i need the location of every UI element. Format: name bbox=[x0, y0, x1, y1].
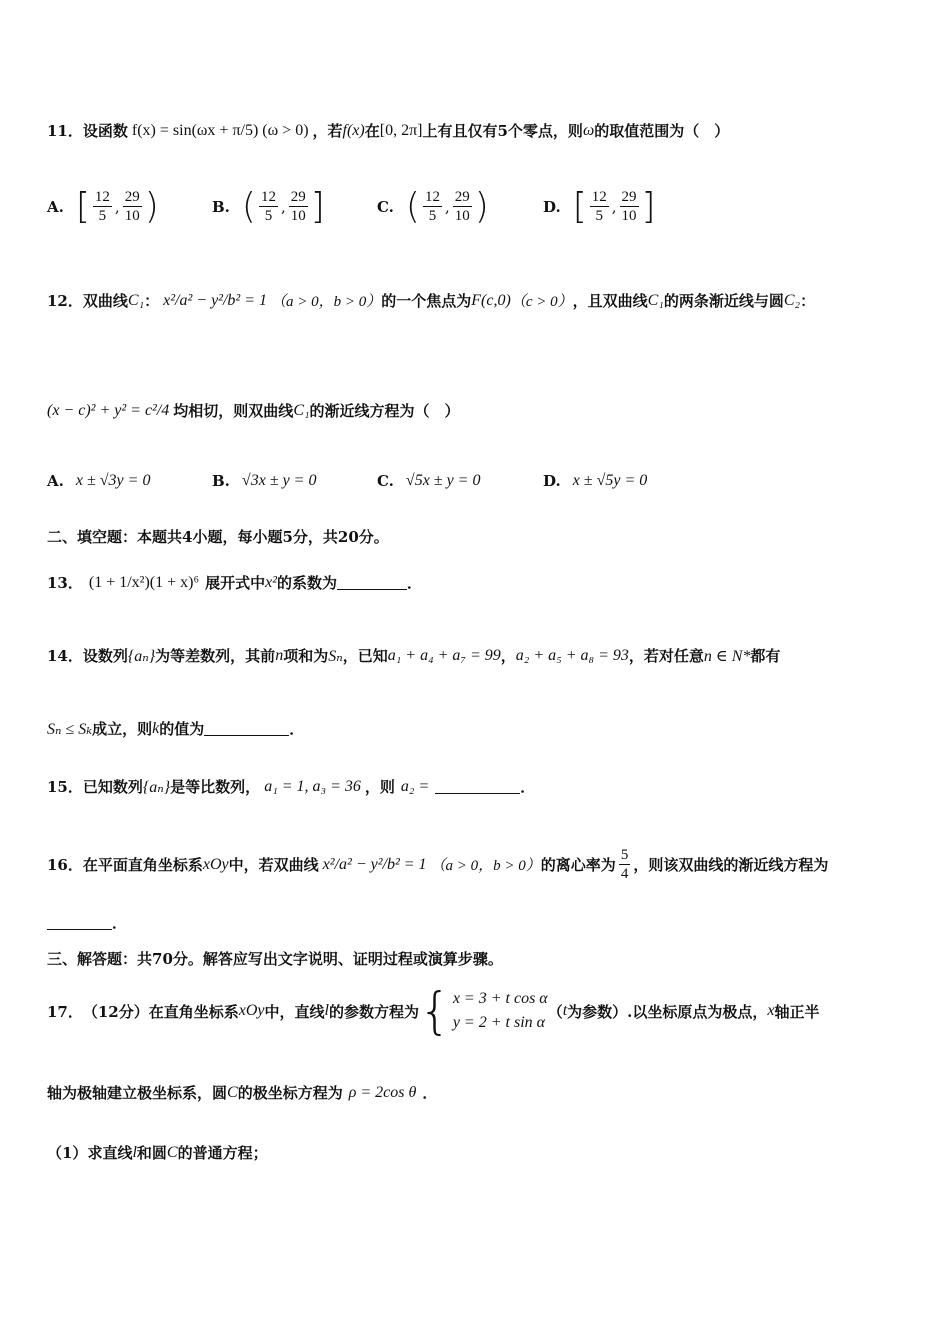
section-2-heading: 二、填空题：本题共4小题，每小题5分，共20分。 bbox=[47, 528, 389, 546]
option-label: C. bbox=[377, 197, 394, 216]
frac-num: 12 bbox=[424, 189, 440, 205]
bracket-right: ) bbox=[144, 185, 159, 227]
q14-text-7: 成立，则 bbox=[92, 720, 153, 738]
q11-number: 11． bbox=[47, 122, 83, 140]
q13-end: ． bbox=[407, 574, 423, 592]
q14-text-3: 项和为 bbox=[283, 647, 329, 665]
q12-hyperbola-eq: x²/a² − y²/b² = 1 bbox=[163, 291, 268, 309]
q12-circle-eq: (x − c)² + y² = c²/4 bbox=[47, 401, 170, 419]
q17-sys-row-1: x = 3 + t cos α bbox=[452, 990, 548, 1007]
q17-part1-text-1: 求直线 bbox=[87, 1144, 133, 1162]
q17-score: （12分） bbox=[82, 1002, 149, 1021]
question-17-part-1 bbox=[47, 1142, 920, 1163]
frac-num: 29 bbox=[124, 189, 140, 205]
q16-text-1: 在平面直角坐标系 bbox=[82, 856, 203, 874]
q13-answer-blank[interactable] bbox=[337, 575, 407, 590]
q15-a2: a₂ = bbox=[400, 777, 430, 795]
frac-den: 10 bbox=[621, 208, 637, 224]
q16-number: 16． bbox=[47, 856, 83, 874]
q12-option-c[interactable] bbox=[377, 472, 480, 490]
q12-text-6: 的渐近线方程为（ ） bbox=[309, 402, 460, 420]
q14-sep: ， bbox=[500, 647, 516, 665]
q12-text-4: 的两条渐近线与圆 bbox=[663, 292, 784, 310]
question-16 bbox=[47, 846, 920, 883]
q13-expression: (1 + 1/x²)(1 + x)⁶ bbox=[88, 573, 200, 591]
q17-text-7: 轴为极轴建立极坐标系，圆 bbox=[47, 1084, 228, 1102]
q11-text-5: 的取值范围为（ ） bbox=[594, 122, 730, 140]
q13-text-1: 展开式中 bbox=[205, 574, 266, 592]
q11-option-d[interactable]: D. [ $\frac{12}{5}$ , $\frac{29}{10}$ ] bbox=[543, 185, 656, 227]
q17-param-system bbox=[419, 982, 548, 1040]
q14-sn: Sₙ bbox=[328, 647, 343, 665]
question-15 bbox=[47, 776, 920, 797]
q11-option-c[interactable]: C. ( $\frac{12}{5}$ , $\frac{29}{10}$ ) bbox=[377, 185, 489, 227]
frac-num: 29 bbox=[290, 189, 306, 205]
q15-text-2: 是等比数列， bbox=[170, 778, 261, 796]
q17-number: 17． bbox=[47, 1002, 83, 1021]
q16-hyperbola-eq: x²/a² − y²/b² = 1 bbox=[322, 855, 427, 873]
q17-polar-eq: ρ = 2cos θ bbox=[348, 1083, 417, 1101]
q14-n: n bbox=[275, 646, 284, 664]
q17-text-1: 在直角坐标系 bbox=[148, 1002, 239, 1021]
q12-c1-c: C₁ bbox=[293, 401, 310, 419]
q17-part1-text-3: 的普通方程； bbox=[177, 1144, 268, 1162]
q17-end: ． bbox=[422, 1084, 438, 1102]
q12-c1: C₁ bbox=[127, 291, 145, 309]
q17-part1-l: l bbox=[132, 1143, 137, 1161]
frac-num: 12 bbox=[260, 189, 276, 205]
bracket-left: ( bbox=[241, 185, 256, 227]
bracket-left: [ bbox=[75, 185, 90, 227]
frac-num: 12 bbox=[94, 189, 110, 205]
q16-e-num: 5 bbox=[620, 847, 629, 863]
q11-option-a[interactable]: A. [ $\frac{12}{5}$ , $\frac{29}{10}$ ) bbox=[47, 185, 159, 227]
q12-text-1: 双曲线 bbox=[82, 292, 128, 310]
q14-text-1: 设数列 bbox=[82, 647, 128, 665]
q13-x2: x² bbox=[265, 573, 277, 591]
question-12-cont bbox=[47, 400, 920, 421]
frac-num: 29 bbox=[621, 189, 637, 205]
q12-option-d[interactable] bbox=[543, 472, 647, 490]
q17-part1-text-2: 和圆 bbox=[136, 1144, 167, 1162]
frac-den: 5 bbox=[428, 208, 437, 224]
q14-number: 14． bbox=[47, 647, 83, 665]
option-label: A. bbox=[47, 197, 64, 216]
option-label: A. bbox=[47, 472, 64, 490]
frac-num: 29 bbox=[454, 189, 470, 205]
q17-x: x bbox=[767, 1002, 775, 1019]
q13-number: 13． bbox=[47, 574, 83, 592]
q12-option-a[interactable] bbox=[47, 472, 150, 490]
q12-option-b[interactable] bbox=[212, 472, 316, 490]
q11-text-1: 设函数 bbox=[82, 122, 128, 140]
q14-text-2: 为等差数列，其前 bbox=[155, 647, 276, 665]
q12-text-5: 均相切，则双曲线 bbox=[173, 402, 294, 420]
q15-answer-blank[interactable] bbox=[435, 779, 520, 794]
q17-text-6: 轴正半 bbox=[774, 1002, 820, 1021]
q11-text-3: 在 bbox=[364, 122, 380, 140]
q11-omega: ω bbox=[582, 121, 595, 139]
q16-end: ． bbox=[112, 914, 128, 932]
option-label: B. bbox=[212, 197, 230, 216]
q16-e-den: 4 bbox=[620, 866, 629, 882]
q14-text-5: ，若对任意 bbox=[628, 647, 704, 665]
bracket-right: ) bbox=[474, 185, 489, 227]
q17-c: C bbox=[227, 1083, 238, 1101]
frac-den: 5 bbox=[264, 208, 273, 224]
brace-icon: { bbox=[419, 982, 451, 1040]
q14-text-6: 都有 bbox=[750, 647, 781, 665]
bracket-left: [ bbox=[572, 185, 587, 227]
q12-c2: C₂ bbox=[783, 291, 801, 309]
q11-text-4: 上有且仅有5个零点，则 bbox=[422, 122, 583, 140]
q12-text-2: 的一个焦点为 bbox=[381, 292, 472, 310]
frac-den: 5 bbox=[595, 208, 603, 224]
q12-condition-2: （c > 0） bbox=[510, 294, 573, 310]
q14-an: {aₙ} bbox=[127, 647, 156, 665]
q12-condition: （a > 0，b > 0） bbox=[271, 294, 382, 310]
q17-part1-c: C bbox=[166, 1143, 178, 1161]
question-13 bbox=[47, 572, 920, 593]
q15-text-1: 已知数列 bbox=[82, 778, 143, 796]
q11-fx: f(x) bbox=[342, 121, 365, 139]
option-label: C. bbox=[377, 472, 394, 490]
q16-answer-blank[interactable] bbox=[47, 915, 112, 930]
q16-text-4: ，则该双曲线的渐近线方程为 bbox=[633, 856, 829, 874]
q13-text-2: 的系数为 bbox=[276, 574, 337, 592]
q17-l: l bbox=[324, 1002, 329, 1019]
section-3-heading: 三、解答题：共70分。解答应写出文字说明、证明过程或演算步骤。 bbox=[47, 950, 503, 968]
q14-answer-blank[interactable] bbox=[204, 721, 289, 736]
option-label: D. bbox=[543, 197, 561, 216]
q16-xoy: xOy bbox=[202, 855, 229, 873]
option-expr: √3x ± y = 0 bbox=[241, 472, 317, 489]
q16-condition: （a > 0，b > 0） bbox=[430, 858, 541, 874]
q15-end: ． bbox=[520, 778, 536, 796]
option-label: D. bbox=[543, 472, 561, 490]
bracket-right: ] bbox=[641, 185, 656, 227]
q17-part1-number: （1） bbox=[47, 1144, 88, 1162]
q11-interval: [0, 2π] bbox=[379, 121, 423, 139]
frac-num: 12 bbox=[591, 189, 607, 205]
q14-eq1: a₁ + a₄ + a₇ = 99 bbox=[387, 646, 501, 664]
q12-number: 12． bbox=[47, 292, 83, 310]
q11-function: f(x) = sin(ωx + π/5) (ω > 0) bbox=[131, 121, 309, 139]
q14-inequality: Sₙ ≤ Sₖ bbox=[47, 720, 93, 738]
q17-text-3: 的参数方程为 bbox=[329, 1002, 420, 1021]
frac-den: 10 bbox=[290, 208, 306, 224]
q17-sys-row-2: y = 2 + t sin α bbox=[452, 1014, 546, 1031]
q16-text-2: 中，若双曲线 bbox=[228, 856, 319, 874]
option-label: B. bbox=[212, 472, 230, 490]
q15-eq: a₁ = 1, a₃ = 36 bbox=[264, 777, 361, 795]
q12-colon: ： bbox=[144, 292, 160, 310]
question-12 bbox=[47, 290, 920, 311]
frac-den: 5 bbox=[98, 208, 107, 224]
option-expr: x ± √3y = 0 bbox=[75, 472, 151, 489]
q14-text-4: ，已知 bbox=[342, 647, 388, 665]
question-17-cont bbox=[47, 1082, 920, 1103]
q12-text-3: ，且双曲线 bbox=[572, 292, 648, 310]
question-14 bbox=[47, 645, 920, 666]
q17-text-4: （ bbox=[547, 1002, 563, 1021]
option-expr: x ± √5y = 0 bbox=[572, 472, 648, 489]
question-16-cont bbox=[47, 912, 920, 933]
q14-eq2: a₂ + a₅ + a₈ = 93 bbox=[515, 646, 629, 664]
q15-an: {aₙ} bbox=[142, 778, 171, 796]
q15-number: 15． bbox=[47, 778, 83, 796]
q17-t: t bbox=[562, 1002, 568, 1019]
bracket-left: ( bbox=[405, 185, 420, 227]
option-expr: √5x ± y = 0 bbox=[405, 472, 481, 489]
question-11 bbox=[47, 120, 920, 141]
q14-k: k bbox=[152, 719, 160, 737]
question-17 bbox=[47, 982, 920, 1040]
q12-c1-b: C₁ bbox=[647, 291, 664, 309]
q17-text-2: 中，直线 bbox=[264, 1002, 325, 1021]
q14-text-8: 的值为 bbox=[159, 720, 205, 738]
q16-text-3: 的离心率为 bbox=[540, 856, 616, 874]
q11-option-b[interactable]: B. ( $\frac{12}{5}$ , $\frac{29}{10}$ ] bbox=[212, 185, 325, 227]
q14-cond: n ∈ N* bbox=[703, 647, 751, 665]
bracket-right: ] bbox=[310, 185, 325, 227]
q17-text-8: 的极坐标方程为 bbox=[237, 1084, 343, 1102]
frac-den: 10 bbox=[124, 208, 140, 224]
q14-end: ． bbox=[289, 720, 305, 738]
q15-text-3: ，则 bbox=[364, 778, 395, 796]
q12-focus: F(c,0) bbox=[471, 291, 511, 309]
q17-text-5: 为参数）.以坐标原点为极点， bbox=[567, 1002, 768, 1021]
frac-den: 10 bbox=[454, 208, 470, 224]
q17-xoy: xOy bbox=[238, 1002, 265, 1019]
q12-colon-2: ： bbox=[800, 292, 816, 310]
q11-text-2: ，若 bbox=[312, 122, 343, 140]
question-14-cont bbox=[47, 718, 920, 739]
